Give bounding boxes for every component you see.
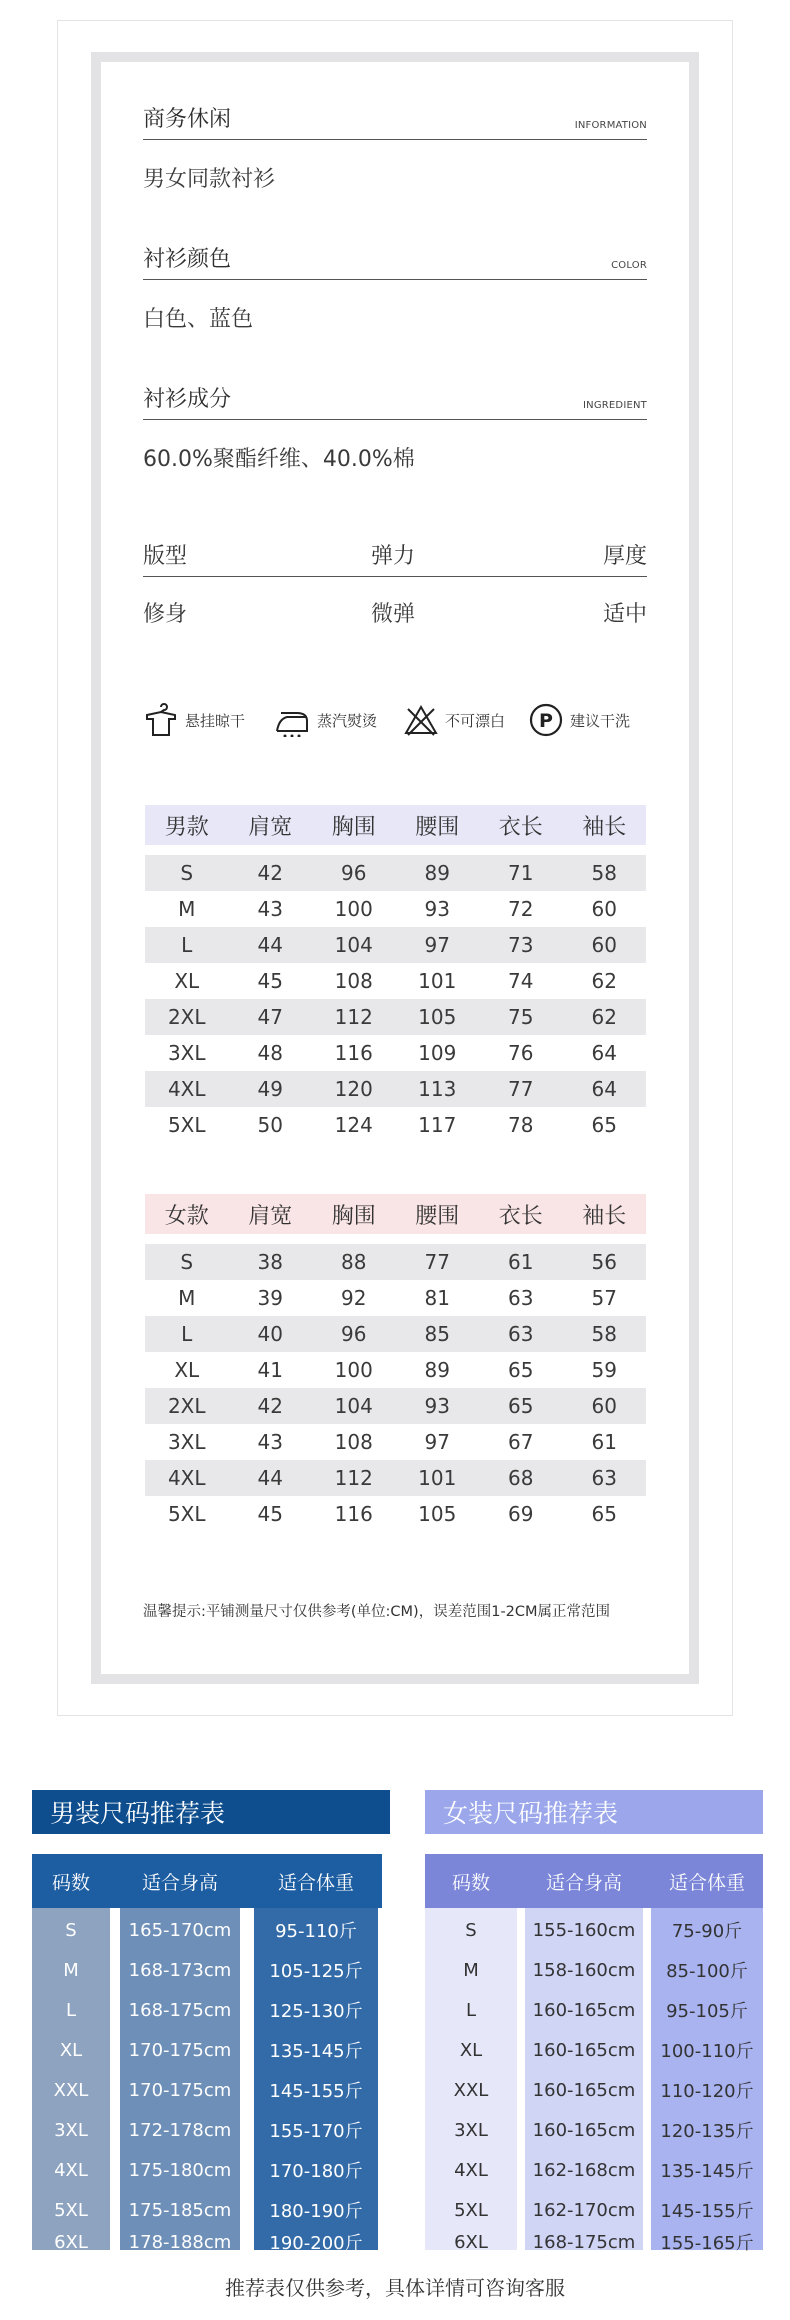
style-value: 男女同款衬衫 [143, 167, 276, 192]
women-rec-cell: 4XL [454, 2159, 488, 2181]
women-rec-cell: 85-100斤 [666, 1961, 748, 1982]
women-size-cell: 63 [508, 1322, 534, 1346]
table-row [32, 1950, 390, 1990]
care-hang-dry [143, 700, 245, 740]
men-size-cell: 64 [591, 1041, 617, 1065]
table-row [32, 2150, 390, 2190]
women-size-cell: 59 [591, 1358, 617, 1382]
men-rec-cell: 4XL [54, 2159, 88, 2181]
men-rec-cell: 168-173cm [128, 1959, 232, 1981]
men-size-cell: 109 [418, 1041, 457, 1065]
men-size-cell: M [178, 897, 196, 921]
men-rec-cell: M [63, 1959, 79, 1981]
women-size-cell: 104 [334, 1394, 373, 1418]
table-row [32, 2030, 390, 2070]
table-row [32, 1910, 390, 1950]
women-size-header-cell: 腰围 [415, 1203, 460, 1229]
men-size-cell: 93 [424, 897, 450, 921]
women-rec-title: 女装尺码推荐表 [425, 1790, 763, 1834]
women-size-cell: 5XL [167, 1502, 206, 1526]
men-size-cell: 75 [508, 1005, 534, 1029]
women-rec-cell: XL [459, 2039, 483, 2061]
women-size-cell: 81 [424, 1286, 450, 1310]
care-instructions [143, 700, 647, 740]
men-size-header-cell: 肩宽 [248, 814, 293, 840]
men-rec-cell: L [65, 1999, 77, 2021]
color-label: 衬衫颜色 [143, 247, 232, 272]
men-size-header-cell: 袖长 [582, 814, 627, 840]
color-value: 白色、蓝色 [143, 307, 254, 332]
men-rec-title: 男装尺码推荐表 [32, 1790, 390, 1834]
men-size-cell: 62 [591, 969, 617, 993]
men-size-cell: 74 [508, 969, 534, 993]
women-rec-cell: 5XL [454, 2199, 488, 2221]
women-size-cell: 57 [591, 1286, 617, 1310]
care-hang-dry-label: 悬挂晾干 [185, 711, 246, 730]
men-rec-cell: 5XL [54, 2199, 88, 2221]
women-size-cell: 93 [424, 1394, 450, 1418]
women-rec-cell: 160-165cm [532, 2119, 636, 2141]
women-rec-cell: 3XL [454, 2119, 488, 2141]
women-size-cell: 39 [257, 1286, 283, 1310]
men-size-cell: 48 [257, 1041, 283, 1065]
women-size-cell: 45 [257, 1502, 283, 1526]
recommendation-footnote: 推荐表仅供参考，具体详情可咨询客服 [225, 2276, 565, 2300]
women-size-cell: 89 [424, 1358, 450, 1382]
women-rec-cell: 160-165cm [532, 2079, 636, 2101]
women-rec-cell: 75-90斤 [671, 1921, 743, 1942]
women-size-header-cell: 胸围 [331, 1203, 376, 1229]
men-size-cell: 105 [418, 1005, 457, 1029]
table-row [145, 963, 646, 999]
women-size-cell: 108 [334, 1430, 373, 1454]
men-size-cell: 76 [508, 1041, 534, 1065]
table-row [145, 1280, 646, 1316]
women-rec-cell: 110-120斤 [660, 2081, 754, 2102]
women-rec-cell: 145-155斤 [660, 2201, 754, 2222]
men-size-cell: 96 [341, 861, 367, 885]
women-size-table-header [145, 1194, 646, 1234]
table-row [145, 1071, 646, 1107]
women-rec-cell: L [465, 1999, 477, 2021]
table-row [425, 1950, 763, 1990]
table-row [145, 1244, 646, 1280]
men-recommendation-table [32, 1790, 390, 2254]
table-row [145, 1388, 646, 1424]
men-rec-cell: 6XL [54, 2231, 88, 2253]
table-row [425, 2110, 763, 2150]
women-rec-header [425, 1854, 763, 1908]
women-rec-header-height: 适合身高 [545, 1871, 622, 1894]
elasticity-value: 微弹 [371, 602, 416, 627]
men-size-cell: 4XL [167, 1077, 206, 1101]
women-size-cell: M [178, 1286, 196, 1310]
ingredient-field [143, 380, 647, 473]
men-size-cell: 97 [424, 933, 450, 957]
table-row [145, 1316, 646, 1352]
style-label: 商务休闲 [143, 107, 232, 132]
men-size-header-cell: 腰围 [415, 814, 460, 840]
care-steam-iron [273, 700, 377, 740]
women-size-cell: 101 [418, 1466, 457, 1490]
fit-value: 修身 [143, 602, 188, 627]
men-size-cell: 77 [508, 1077, 534, 1101]
care-dry-clean [528, 700, 630, 740]
women-size-header-cell: 衣长 [498, 1203, 543, 1229]
dry-clean-icon [528, 702, 564, 738]
men-size-cell: XL [174, 969, 200, 993]
men-size-cell: 78 [508, 1113, 534, 1137]
women-rec-cell: 6XL [454, 2231, 488, 2253]
men-rec-header-weight: 适合体重 [277, 1871, 354, 1894]
men-rec-cell: 125-130斤 [269, 2001, 363, 2022]
men-rec-cell: XL [59, 2039, 83, 2061]
women-size-cell: 43 [257, 1430, 283, 1454]
women-size-cell: 60 [591, 1394, 617, 1418]
women-size-cell: 40 [257, 1322, 283, 1346]
men-size-table [145, 805, 646, 1143]
men-size-cell: 45 [257, 969, 283, 993]
men-size-cell: 116 [334, 1041, 373, 1065]
women-size-cell: 56 [591, 1250, 617, 1274]
men-size-cell: 44 [257, 933, 283, 957]
women-size-cell: 65 [508, 1394, 534, 1418]
men-size-cell: 72 [508, 897, 534, 921]
men-size-header-cell: 衣长 [498, 814, 543, 840]
ingredient-label-en: INGREDIENT [582, 400, 647, 411]
women-size-cell: 58 [591, 1322, 617, 1346]
women-rec-cell: 155-165斤 [660, 2233, 754, 2254]
women-rec-cell: 100-110斤 [660, 2041, 754, 2062]
table-row [32, 2222, 390, 2262]
women-rec-cell: 120-135斤 [660, 2121, 754, 2142]
women-size-cell: 63 [508, 1286, 534, 1310]
men-size-cell: 117 [418, 1113, 457, 1137]
men-size-header-cell: 胸围 [331, 814, 376, 840]
men-size-cell: 108 [334, 969, 373, 993]
men-size-cell: 58 [591, 861, 617, 885]
men-rec-cell: XXL [53, 2079, 89, 2101]
men-size-cell: 65 [591, 1113, 617, 1137]
no-bleach-icon [403, 703, 439, 737]
table-row [145, 999, 646, 1035]
table-row [145, 927, 646, 963]
men-rec-header-size: 码数 [51, 1871, 90, 1894]
men-size-cell: 113 [418, 1077, 457, 1101]
women-size-header-cell: 肩宽 [248, 1203, 293, 1229]
men-size-cell: 73 [508, 933, 534, 957]
men-rec-cell: 190-200斤 [269, 2233, 363, 2254]
women-recommendation-table [425, 1790, 763, 2254]
men-size-cell: 101 [418, 969, 457, 993]
men-rec-cell: 155-170斤 [269, 2121, 363, 2142]
women-rec-cell: 95-105斤 [666, 2001, 748, 2022]
women-size-header-cell: 女款 [164, 1203, 209, 1229]
table-row [32, 2070, 390, 2110]
men-size-cell: 43 [257, 897, 283, 921]
women-size-cell: 65 [508, 1358, 534, 1382]
men-rec-header [32, 1854, 382, 1908]
men-rec-cell: 105-125斤 [269, 1961, 363, 1982]
women-size-cell: 2XL [167, 1394, 206, 1418]
table-row [32, 2110, 390, 2150]
men-rec-cell: 135-145斤 [269, 2041, 363, 2062]
men-size-table-header [145, 805, 646, 845]
men-size-cell: 47 [257, 1005, 283, 1029]
men-rec-cell: S [65, 1919, 77, 1941]
table-row [425, 1910, 763, 1950]
men-size-cell: 124 [334, 1113, 373, 1137]
women-size-cell: 65 [591, 1502, 617, 1526]
women-size-cell: L [181, 1322, 193, 1346]
men-rec-cell: 175-180cm [128, 2159, 232, 2181]
women-size-cell: 100 [334, 1358, 373, 1382]
ingredient-value: 60.0%聚酯纤维、40.0%棉 [143, 447, 415, 472]
care-no-bleach-label: 不可漂白 [445, 711, 506, 730]
color-label-en: COLOR [611, 260, 647, 271]
men-rec-cell: 170-175cm [128, 2079, 232, 2101]
men-size-cell: 62 [591, 1005, 617, 1029]
women-rec-cell: 135-145斤 [660, 2161, 754, 2182]
men-size-cell: 5XL [167, 1113, 206, 1137]
table-row [145, 1107, 646, 1143]
men-size-cell: 60 [591, 897, 617, 921]
table-row [145, 1496, 646, 1532]
care-no-bleach [403, 700, 505, 740]
steam-iron-icon [273, 703, 311, 737]
women-size-cell: 69 [508, 1502, 534, 1526]
women-size-cell: XL [174, 1358, 200, 1382]
women-size-cell: S [180, 1250, 194, 1274]
women-size-cell: 85 [424, 1322, 450, 1346]
style-field [143, 100, 647, 193]
women-size-cell: 42 [257, 1394, 283, 1418]
style-label-en: INFORMATION [574, 120, 647, 131]
care-steam-iron-label: 蒸汽熨烫 [317, 711, 378, 730]
table-row [145, 1035, 646, 1071]
table-row [145, 1424, 646, 1460]
men-rec-cell: 172-178cm [128, 2119, 232, 2141]
men-size-cell: L [181, 933, 193, 957]
men-size-cell: 60 [591, 933, 617, 957]
women-size-cell: 44 [257, 1466, 283, 1490]
women-size-cell: 4XL [167, 1466, 206, 1490]
men-size-cell: 89 [424, 861, 450, 885]
women-rec-cell: XXL [453, 2079, 489, 2101]
hang-dry-icon [143, 703, 179, 737]
women-size-cell: 38 [257, 1250, 283, 1274]
women-rec-header-size: 码数 [451, 1871, 490, 1894]
men-rec-cell: 178-188cm [128, 2231, 232, 2253]
women-size-cell: 112 [334, 1466, 373, 1490]
women-size-cell: 96 [341, 1322, 367, 1346]
men-rec-cell: 165-170cm [128, 1919, 232, 1941]
men-size-cell: S [180, 861, 194, 885]
men-rec-cell: 95-110斤 [275, 1921, 357, 1942]
women-rec-cell: M [463, 1959, 479, 1981]
attributes-block [143, 537, 647, 627]
men-size-cell: 2XL [167, 1005, 206, 1029]
men-size-cell: 42 [257, 861, 283, 885]
table-row [32, 1990, 390, 2030]
women-size-cell: 41 [257, 1358, 283, 1382]
color-field [143, 240, 647, 333]
men-size-cell: 50 [257, 1113, 283, 1137]
table-row [425, 2030, 763, 2070]
men-rec-cell: 3XL [54, 2119, 88, 2141]
men-size-cell: 64 [591, 1077, 617, 1101]
women-size-cell: 61 [591, 1430, 617, 1454]
men-rec-cell: 180-190斤 [269, 2201, 363, 2222]
table-row [145, 855, 646, 891]
women-rec-cell: 160-165cm [532, 1999, 636, 2021]
ingredient-label: 衬衫成分 [143, 387, 232, 412]
men-size-cell: 120 [334, 1077, 373, 1101]
elasticity-label: 弹力 [371, 544, 416, 569]
women-size-cell: 88 [341, 1250, 367, 1274]
thickness-value: 适中 [602, 602, 647, 627]
men-size-cell: 49 [257, 1077, 283, 1101]
table-row [425, 2222, 763, 2262]
women-size-header-cell: 袖长 [582, 1203, 627, 1229]
fit-label: 版型 [143, 544, 188, 569]
women-size-cell: 92 [341, 1286, 367, 1310]
women-rec-cell: S [465, 1919, 477, 1941]
men-rec-cell: 168-175cm [128, 1999, 232, 2021]
men-size-cell: 3XL [167, 1041, 206, 1065]
women-size-table [145, 1194, 646, 1532]
table-row [425, 1990, 763, 2030]
women-rec-cell: 162-168cm [532, 2159, 636, 2181]
men-rec-cell: 145-155斤 [269, 2081, 363, 2102]
thickness-label: 厚度 [602, 544, 647, 569]
women-rec-cell: 155-160cm [532, 1919, 636, 1941]
women-size-cell: 63 [591, 1466, 617, 1490]
svg-text:P: P [539, 710, 553, 732]
women-size-cell: 97 [424, 1430, 450, 1454]
men-rec-header-height: 适合身高 [141, 1871, 218, 1894]
men-rec-cell: 170-175cm [128, 2039, 232, 2061]
women-size-cell: 105 [418, 1502, 457, 1526]
table-row [425, 2150, 763, 2190]
women-size-cell: 77 [424, 1250, 450, 1274]
men-size-cell: 104 [334, 933, 373, 957]
women-size-cell: 3XL [167, 1430, 206, 1454]
women-rec-cell: 162-170cm [532, 2199, 636, 2221]
measurement-tip: 温馨提示:平铺测量尺寸仅供参考(单位:CM)，误差范围1-2CM属正常范围 [143, 1604, 611, 1620]
men-size-header-cell: 男款 [164, 814, 209, 840]
men-size-cell: 100 [334, 897, 373, 921]
women-size-cell: 67 [508, 1430, 534, 1454]
care-dry-clean-label: 建议干洗 [570, 711, 631, 730]
men-size-cell: 112 [334, 1005, 373, 1029]
table-row [425, 2070, 763, 2110]
women-size-cell: 61 [508, 1250, 534, 1274]
men-rec-cell: 175-185cm [128, 2199, 232, 2221]
men-rec-cell: 170-180斤 [269, 2161, 363, 2182]
women-rec-cell: 168-175cm [532, 2231, 636, 2253]
table-row [145, 1460, 646, 1496]
women-rec-header-weight: 适合体重 [668, 1871, 745, 1894]
table-row [145, 891, 646, 927]
women-size-cell: 116 [334, 1502, 373, 1526]
women-rec-cell: 160-165cm [532, 2039, 636, 2061]
men-size-cell: 71 [508, 861, 534, 885]
women-size-cell: 68 [508, 1466, 534, 1490]
table-row [145, 1352, 646, 1388]
women-rec-cell: 158-160cm [532, 1959, 636, 1981]
